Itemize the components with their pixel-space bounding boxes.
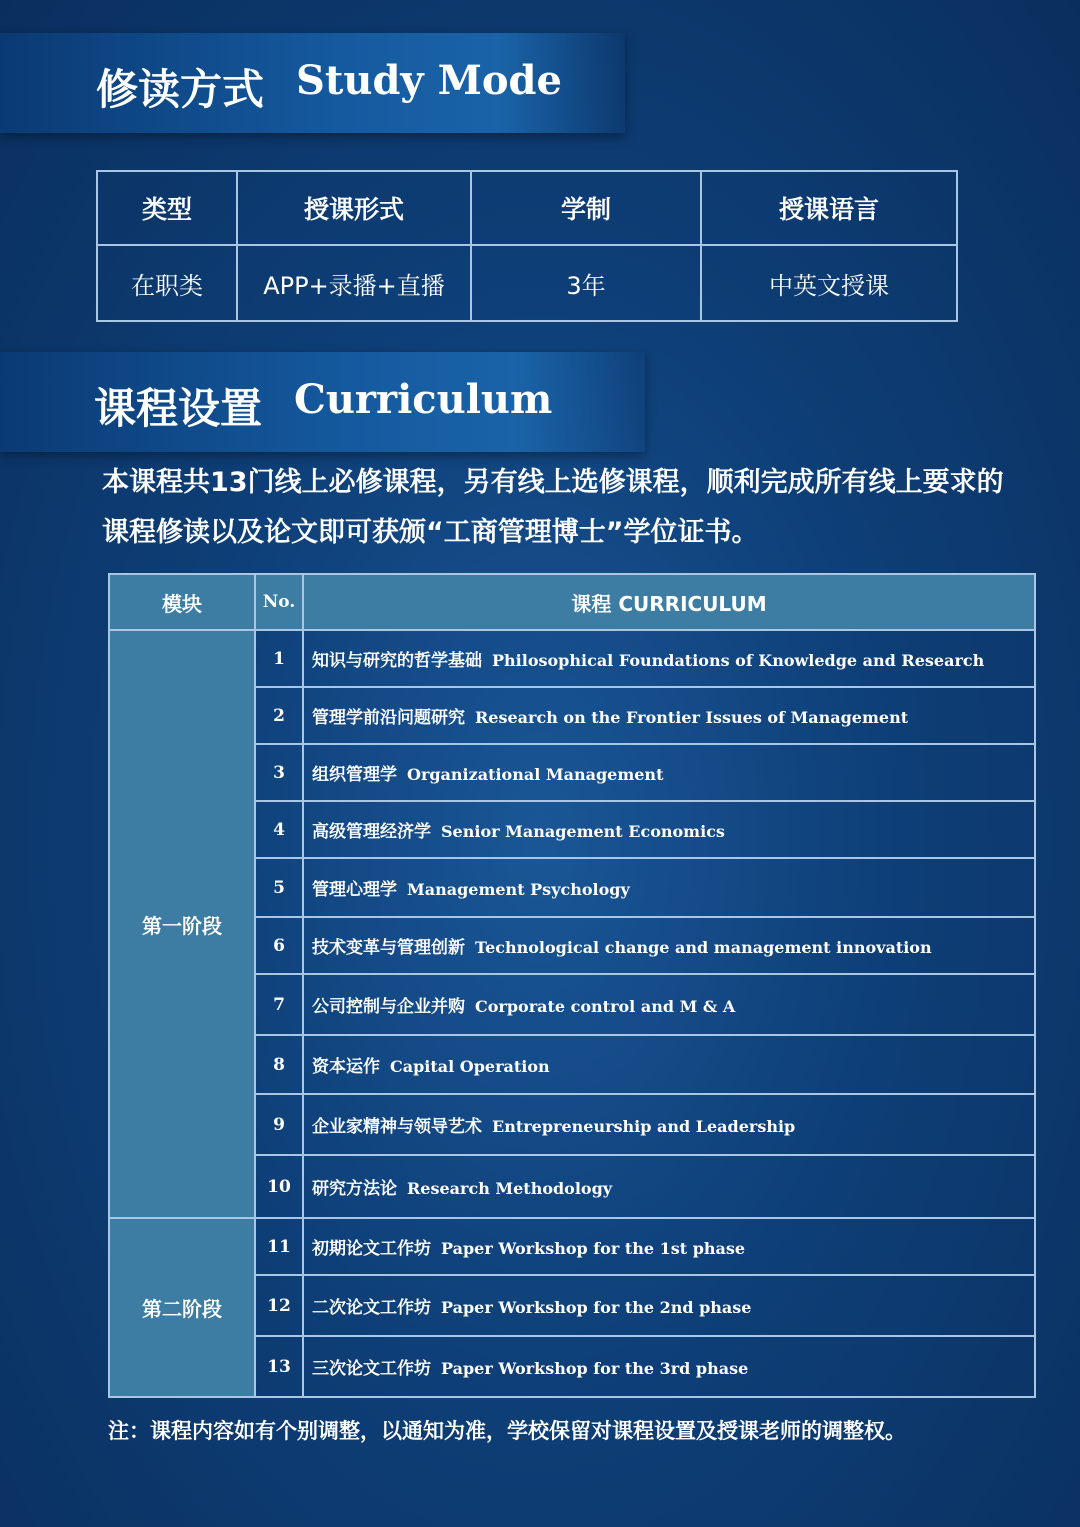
- course-en: Philosophical Foundations of Knowledge and Research: [492, 651, 985, 670]
- course-no: 5: [255, 858, 303, 917]
- course-cn: 公司控制与企业并购: [312, 997, 465, 1017]
- course-no: 1: [255, 630, 303, 687]
- course-en: Corporate control and M & A: [475, 997, 736, 1016]
- course-no: 7: [255, 974, 303, 1035]
- course-cn: 研究方法论: [312, 1179, 397, 1199]
- course-cell: [303, 801, 1035, 858]
- course-cell: [303, 1336, 1035, 1397]
- course-en: Paper Workshop for the 3rd phase: [441, 1359, 749, 1378]
- course-en: Organizational Management: [407, 765, 664, 784]
- course-cell: [303, 974, 1035, 1035]
- curriculum-title-en: Curriculum: [294, 376, 553, 423]
- course-no: 9: [255, 1094, 303, 1155]
- value-language: 中英文授课: [701, 245, 957, 321]
- header-curriculum: 课程 CURRICULUM: [303, 574, 1035, 630]
- course-en: Research on the Frontier Issues of Management: [475, 708, 909, 727]
- course-cn: 管理学前沿问题研究: [312, 708, 465, 728]
- course-cell: [303, 1094, 1035, 1155]
- course-en: Entrepreneurship and Leadership: [492, 1117, 796, 1136]
- course-en: Senior Management Economics: [441, 822, 725, 841]
- curriculum-banner: [0, 352, 645, 452]
- course-no: 10: [255, 1155, 303, 1218]
- course-no: 8: [255, 1035, 303, 1094]
- course-cn: 资本运作: [312, 1057, 380, 1077]
- course-no: 2: [255, 687, 303, 744]
- study-mode-value-row: [97, 245, 957, 321]
- course-cell: [303, 1218, 1035, 1275]
- course-cell: [303, 630, 1035, 687]
- course-en: Technological change and management innovation: [475, 938, 932, 957]
- course-cn: 技术变革与管理创新: [312, 938, 465, 958]
- course-no: 11: [255, 1218, 303, 1275]
- course-cn: 二次论文工作坊: [312, 1298, 431, 1318]
- course-cell: [303, 1275, 1035, 1336]
- course-cn: 管理心理学: [312, 880, 397, 900]
- course-cell: [303, 744, 1035, 801]
- phase-1-label: 第一阶段: [109, 630, 255, 1218]
- course-cell: [303, 858, 1035, 917]
- header-module: 模块: [109, 574, 255, 630]
- course-cn: 企业家精神与领导艺术: [312, 1117, 482, 1137]
- course-cell: [303, 687, 1035, 744]
- header-no: No.: [255, 574, 303, 630]
- course-cell: [303, 1155, 1035, 1218]
- value-type: 在职类: [97, 245, 237, 321]
- course-en: Management Psychology: [407, 880, 630, 899]
- course-no: 4: [255, 801, 303, 858]
- curriculum-note: 注：课程内容如有个别调整，以通知为准，学校保留对课程设置及授课老师的调整权。: [108, 1419, 906, 1443]
- course-cn: 初期论文工作坊: [312, 1239, 431, 1259]
- table-row: [109, 1218, 1035, 1275]
- course-cell: [303, 917, 1035, 974]
- curriculum-title-zh: 课程设置: [94, 384, 263, 433]
- course-en: Paper Workshop for the 2nd phase: [441, 1298, 752, 1317]
- course-no: 6: [255, 917, 303, 974]
- course-en: Capital Operation: [390, 1057, 550, 1076]
- phase-2-label: 第二阶段: [109, 1218, 255, 1397]
- value-format: APP+录播+直播: [237, 245, 471, 321]
- study-mode-header-row: [97, 171, 957, 245]
- curriculum-header-row: [109, 574, 1035, 630]
- course-cell: [303, 1035, 1035, 1094]
- table-row: [109, 630, 1035, 687]
- header-duration: 学制: [471, 171, 701, 245]
- curriculum-description: 本课程共13门线上必修课程，另有线上选修课程，顺利完成所有线上要求的课程修读以及论文即可获颁“工商管理博士”学位证书。: [102, 467, 1004, 548]
- course-cn: 高级管理经济学: [312, 822, 431, 842]
- curriculum-table: [108, 573, 1036, 1398]
- header-format: 授课形式: [237, 171, 471, 245]
- course-en: Research Methodology: [407, 1179, 613, 1198]
- course-cn: 三次论文工作坊: [312, 1359, 431, 1379]
- study-mode-banner: [0, 33, 625, 133]
- header-type: 类型: [97, 171, 237, 245]
- study-mode-table: [96, 170, 958, 322]
- study-mode-title-zh: 修读方式: [96, 65, 265, 114]
- study-mode-title-en: Study Mode: [296, 57, 562, 104]
- header-language: 授课语言: [701, 171, 957, 245]
- value-duration: 3年: [471, 245, 701, 321]
- course-no: 3: [255, 744, 303, 801]
- course-cn: 组织管理学: [312, 765, 397, 785]
- course-no: 12: [255, 1275, 303, 1336]
- course-cn: 知识与研究的哲学基础: [312, 651, 482, 671]
- course-no: 13: [255, 1336, 303, 1397]
- course-en: Paper Workshop for the 1st phase: [441, 1239, 746, 1258]
